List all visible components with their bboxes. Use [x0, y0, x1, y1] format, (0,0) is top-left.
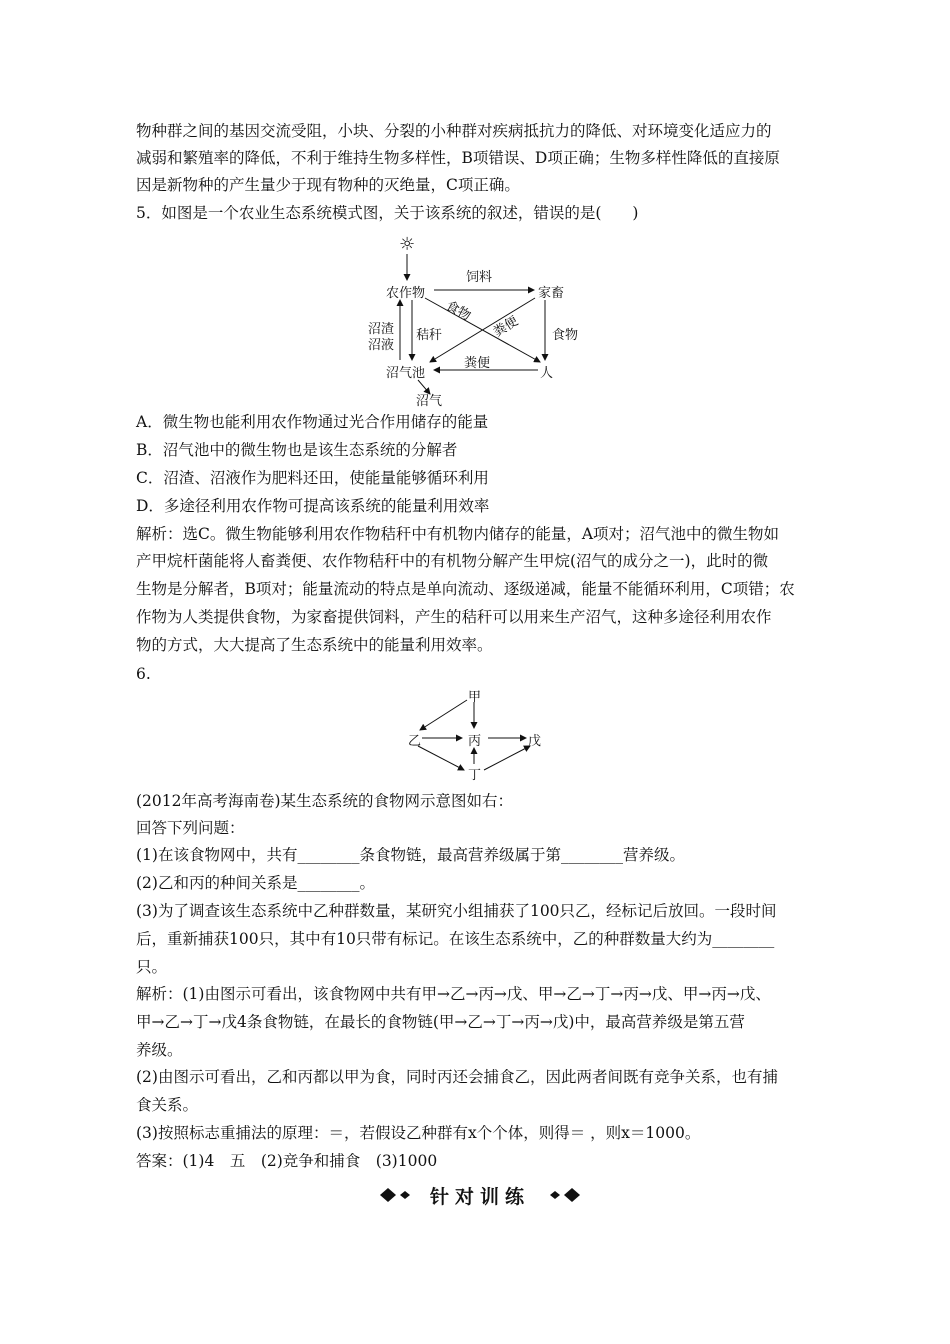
analysis-text: (2)由图示可看出，乙和丙都以甲为食，同时丙还会捕食乙，因此两者间既有竞争关系，也有捕 [136, 1068, 778, 1086]
human-node: 人 [540, 366, 554, 381]
option-d: D．多途径利用农作物可提高该系统的能量利用效率 [136, 497, 490, 515]
residue-label: 沼渣 [368, 322, 395, 337]
sub-question-2: (2)乙和丙的种间关系是________。 [136, 874, 375, 892]
question-5-stem: 5．如图是一个农业生态系统模式图，关于该系统的叙述，错误的是( ) [136, 204, 639, 222]
analysis-text: 养级。 [136, 1041, 183, 1059]
analysis-text: 产甲烷杆菌能将人畜粪便、农作物秸秆中的有机物分解产生甲烷(沼气的成分之一)，此时的微 [136, 552, 769, 570]
food-diagonal-label: 食物 [443, 298, 474, 324]
question-6-stem: (2012年高考海南卷)某生态系统的食物网示意图如右： [136, 792, 514, 810]
node-jia: 甲 [468, 690, 482, 705]
analysis-text: 解析：选C。微生物能够利用农作物秸秆中有机物内储存的能量，A项对；沼气池中的微生物如 [136, 525, 780, 543]
biogas-pit-node: 沼气池 [386, 366, 426, 381]
liquid-label: 沼液 [368, 338, 395, 353]
answer-line: 答案：(1)4 五 (2)竞争和捕食 (3)1000 [136, 1152, 438, 1170]
option-a: A．微生物也能利用农作物通过光合作用储存的能量 [136, 413, 489, 431]
analysis-text: 物的方式，大大提高了生态系统中的能量利用效率。 [136, 636, 493, 654]
banner-title: 针对训练 [429, 1186, 530, 1208]
straw-label: 秸秆 [416, 328, 443, 343]
agri-ecosystem-diagram [370, 232, 590, 412]
manure-bottom-label: 粪便 [464, 356, 491, 371]
analysis-text: 生物是分解者，B项对；能量流动的特点是单向流动、逐级递减，能量不能循环利用，C项错；农 [136, 580, 795, 598]
sub-question-1: (1)在该食物网中，共有________条食物链，最高营养级属于第________营养级。 [136, 846, 685, 864]
analysis-text: 食关系。 [136, 1096, 199, 1114]
option-c: C．沼渣、沼液作为肥料还田，使能量能够循环利用 [136, 469, 489, 487]
food-web-diagram [392, 686, 552, 783]
analysis-text: 甲→乙→丁→戊4条食物链，在最长的食物链(甲→乙→丁→丙→戊)中，最高营养级是第五营 [136, 1013, 745, 1031]
manure-diagonal-label: 粪便 [491, 313, 522, 341]
sub-question-3: 后，重新捕获100只，其中有10只带有标记。在该生态系统中，乙的种群数量大约为________ [136, 930, 775, 948]
text-line: 回答下列问题： [136, 819, 245, 837]
node-ding: 丁 [468, 768, 482, 783]
text-line: 物种群之间的基因交流受阻，小块、分裂的小种群对疾病抵抗力的降低、对环境变化适应力的 [136, 122, 772, 140]
node-wu: 戊 [528, 734, 542, 749]
analysis-text: 解析：(1)由图示可看出，该食物网中共有甲→乙→丙→戊、甲→乙→丁→丙→戊、甲→丙→戊、 [136, 985, 771, 1003]
agri-diagram-arrows [370, 232, 590, 412]
sub-question-3: 只。 [136, 958, 168, 976]
option-b: B．沼气池中的微生物也是该生态系统的分解者 [136, 441, 458, 459]
analysis-text: 作物为人类提供食物，为家畜提供饲料，产生的秸秆可以用来生产沼气，这种多途径利用农作 [136, 608, 772, 626]
section-banner [380, 1182, 580, 1208]
node-bing: 丙 [468, 734, 482, 749]
question-6-number: 6. [136, 665, 151, 683]
biogas-node: 沼气 [416, 394, 443, 409]
text-line: 因是新物种的产生量少于现有物种的灭绝量，C项正确。 [136, 176, 520, 194]
node-yi: 乙 [408, 734, 422, 749]
livestock-node: 家畜 [538, 286, 565, 301]
feed-label: 饲料 [466, 270, 493, 285]
sun-icon: ☼ [399, 234, 416, 255]
analysis-text: (3)按照标志重捕法的原理：＝，若假设乙种群有x个个体，则得＝ ，则x＝1000。 [136, 1124, 701, 1142]
food-right-label: 食物 [552, 328, 579, 343]
sub-question-3: (3)为了调查该生态系统中乙种群数量，某研究小组捕获了100只乙，经标记后放回。一段时间 [136, 902, 777, 920]
text-line: 减弱和繁殖率的降低，不利于维持生物多样性，B项错误、D项正确；生物多样性降低的直接原 [136, 149, 780, 167]
crop-node: 农作物 [386, 286, 426, 301]
